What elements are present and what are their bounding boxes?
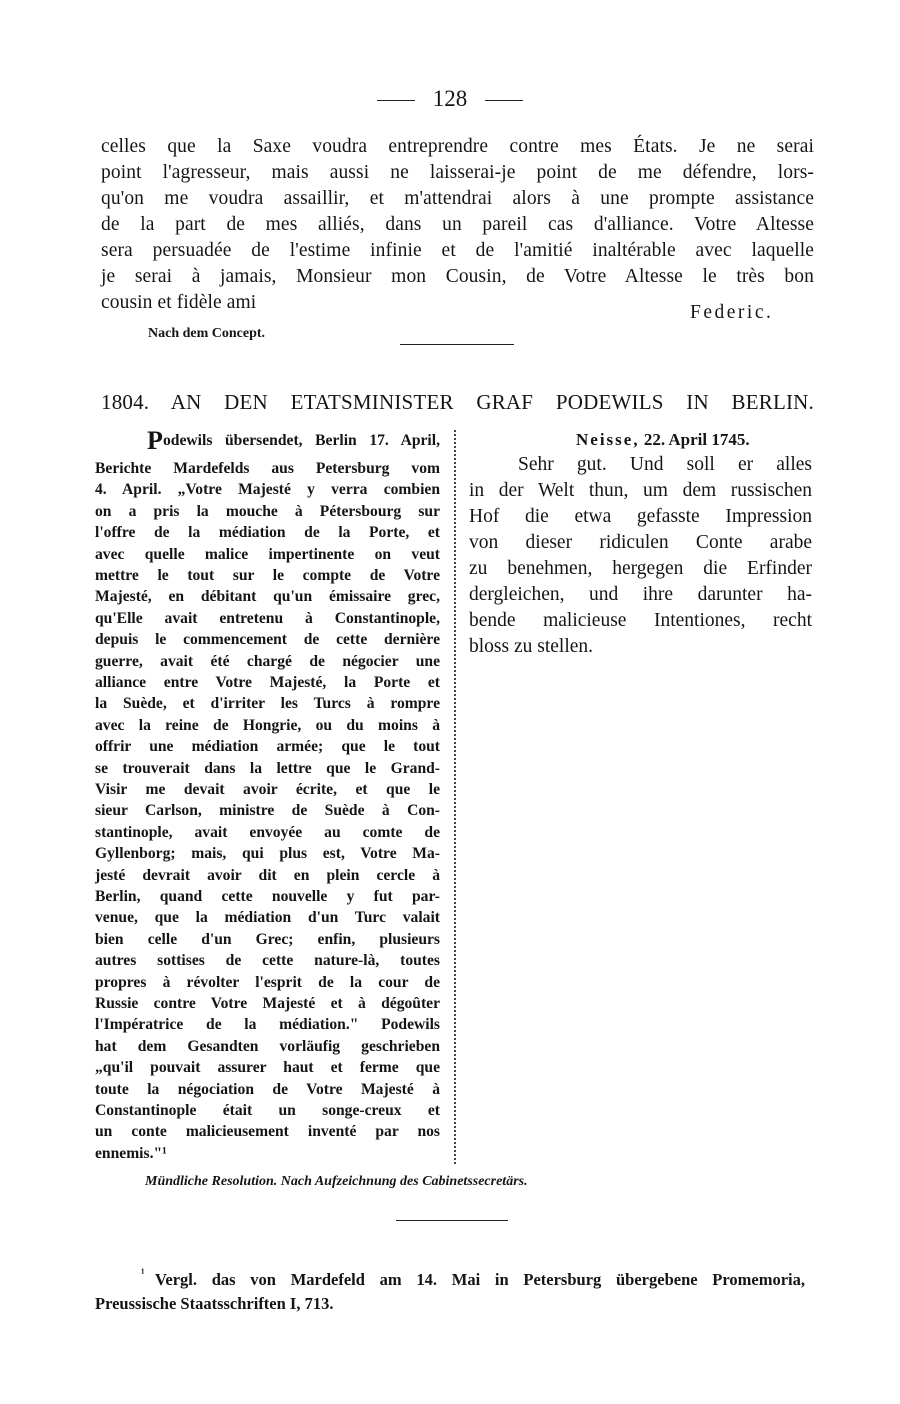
page-number-dash-left <box>377 100 415 101</box>
summary-line: Berichte Mardefelds aus Petersburg vom <box>95 460 440 477</box>
footnote-line <box>141 1266 805 1290</box>
summary-first-line <box>147 426 440 455</box>
resolution-line: Sehr gut. Und soll er alles <box>518 454 812 475</box>
page-number-dash-right <box>485 100 523 101</box>
summary-line: avec la reine de Hongrie, ou du moins à <box>95 716 440 734</box>
summary-line: qu'Elle avait entretenu à Constantinople, <box>95 609 440 627</box>
source-note: Nach dem Concept. <box>148 326 266 341</box>
summary-drop-initial: P <box>147 426 163 455</box>
summary-line: alliance entre Votre Majesté, la Porte et <box>95 674 440 691</box>
resolution-line: Hof die etwa gefasste Impression <box>469 506 812 527</box>
summary-line: la Suède, et d'irriter les Turcs à rompre <box>95 695 440 713</box>
resolution-note: Mündliche Resolution. Nach Aufzeichnung des Cabinetssecretärs. <box>145 1174 528 1189</box>
summary-line: l'offre de la médiation de la Porte, et <box>95 524 440 542</box>
summary-line: stantinople, avait envoyée au comte de <box>95 823 440 841</box>
summary-line: avec quelle malice impertinente on veut <box>95 545 440 563</box>
continuation-line: sera persuadée de l'estime infinie et de l'amitié inaltérable avec laquelle <box>101 240 814 261</box>
summary-line: autres sottises de cette nature-là, toutes <box>95 952 440 970</box>
resolution-line: von dieser ridiculen Conte arabe <box>469 532 812 553</box>
summary-line: toute la négociation de Votre Majesté à <box>95 1080 440 1098</box>
dateline-place: Neisse, <box>576 430 640 449</box>
summary-line: Berlin, quand cette nouvelle y fut par- <box>95 888 440 905</box>
section-rule <box>396 1220 508 1221</box>
summary-line: mettre le tout sur le compte de Votre <box>95 567 440 584</box>
continuation-line: point l'agresseur, mais aussi ne laisserai-je point de me défendre, lors- <box>101 162 814 183</box>
summary-line: 4. April. „Votre Majesté y verra combien <box>95 481 440 499</box>
continuation-line: je serai à jamais, Monsieur mon Cousin, de Votre Altesse le très bon <box>101 266 814 287</box>
summary-line: bien celle d'un Grec; enfin, plusieurs <box>95 930 440 948</box>
summary-line: venue, que la médiation d'un Turc valait <box>95 909 440 927</box>
footnote-line: Preussische Staatsschriften I, 713. <box>95 1294 334 1313</box>
summary-line: Visir me devait avoir écrite, et que le <box>95 781 440 798</box>
summary-line: Majesté, en débitant qu'un émissaire grec, <box>95 588 440 606</box>
summary-line: jesté devrait avoir dit en plein cercle à <box>95 866 440 884</box>
summary-line: se trouverait dans la lettre que le Grand- <box>95 759 440 777</box>
footnote-marker: ¹ <box>141 1266 145 1280</box>
resolution-line: in der Welt thun, um dem russischen <box>469 480 812 501</box>
summary-line: offrir une médiation armée; que le tout <box>95 738 440 756</box>
summary-line: Russie contre Votre Majesté et à dégoûter <box>95 995 440 1012</box>
summary-line: „qu'il pouvait assurer haut et ferme que <box>95 1059 440 1077</box>
summary-line: sieur Carlson, ministre de Suède à Con- <box>95 802 440 820</box>
resolution-line: bloss zu stellen. <box>469 636 594 657</box>
page-number-text: 128 <box>432 86 468 111</box>
letter-heading: 1804. AN DEN ETATSMINISTER GRAF PODEWILS IN BERLIN. <box>101 390 814 414</box>
summary-line: propres à révolter l'esprit de la cour de <box>95 973 440 991</box>
summary-line: depuis le commencement de cette dernière <box>95 631 440 649</box>
continuation-line: celles que la Saxe voudra entreprendre contre mes États. Je ne serai <box>101 136 814 157</box>
resolution-line: dergleichen, und ihre darunter ha- <box>469 584 812 605</box>
continuation-line: qu'on me voudra assaillir, et m'attendrai alors à une prompte assistance <box>101 188 814 209</box>
continuation-line: de la part de mes alliés, dans un pareil cas d'alliance. Votre Altesse <box>101 214 814 235</box>
page-number <box>0 86 900 112</box>
footnote-text: Vergl. das von Mardefeld am 14. Mai in Petersburg übergebene Promemoria, <box>155 1270 805 1289</box>
summary-line: guerre, avait été chargé de négocier une <box>95 652 440 670</box>
resolution-line: bende malicieuse Intentiones, recht <box>469 610 812 631</box>
continuation-line: cousin et fidèle ami <box>101 292 257 313</box>
summary-line: Gyllenborg; mais, qui plus est, Votre Ma- <box>95 845 440 863</box>
summary-line: un conte malicieusement inventé par nos <box>95 1123 440 1141</box>
section-rule <box>400 344 514 345</box>
summary-first-text: odewils übersendet, Berlin 17. April, <box>163 432 440 449</box>
summary-line: on a pris la mouche à Pétersbourg sur <box>95 502 440 520</box>
signature: Federic. <box>690 302 774 323</box>
summary-line: hat dem Gesandten vorläufig geschrieben <box>95 1037 440 1055</box>
summary-line: l'Impératrice de la médiation." Podewils <box>95 1016 440 1034</box>
summary-line: Constantinople était un songe-creux et <box>95 1102 440 1119</box>
column-divider <box>454 430 456 1164</box>
dateline-date: 22. April 1745. <box>643 430 750 449</box>
resolution-line: zu benehmen, hergegen die Erfinder <box>469 558 812 579</box>
dateline <box>576 430 750 450</box>
summary-line: ennemis."¹ <box>95 1144 167 1162</box>
